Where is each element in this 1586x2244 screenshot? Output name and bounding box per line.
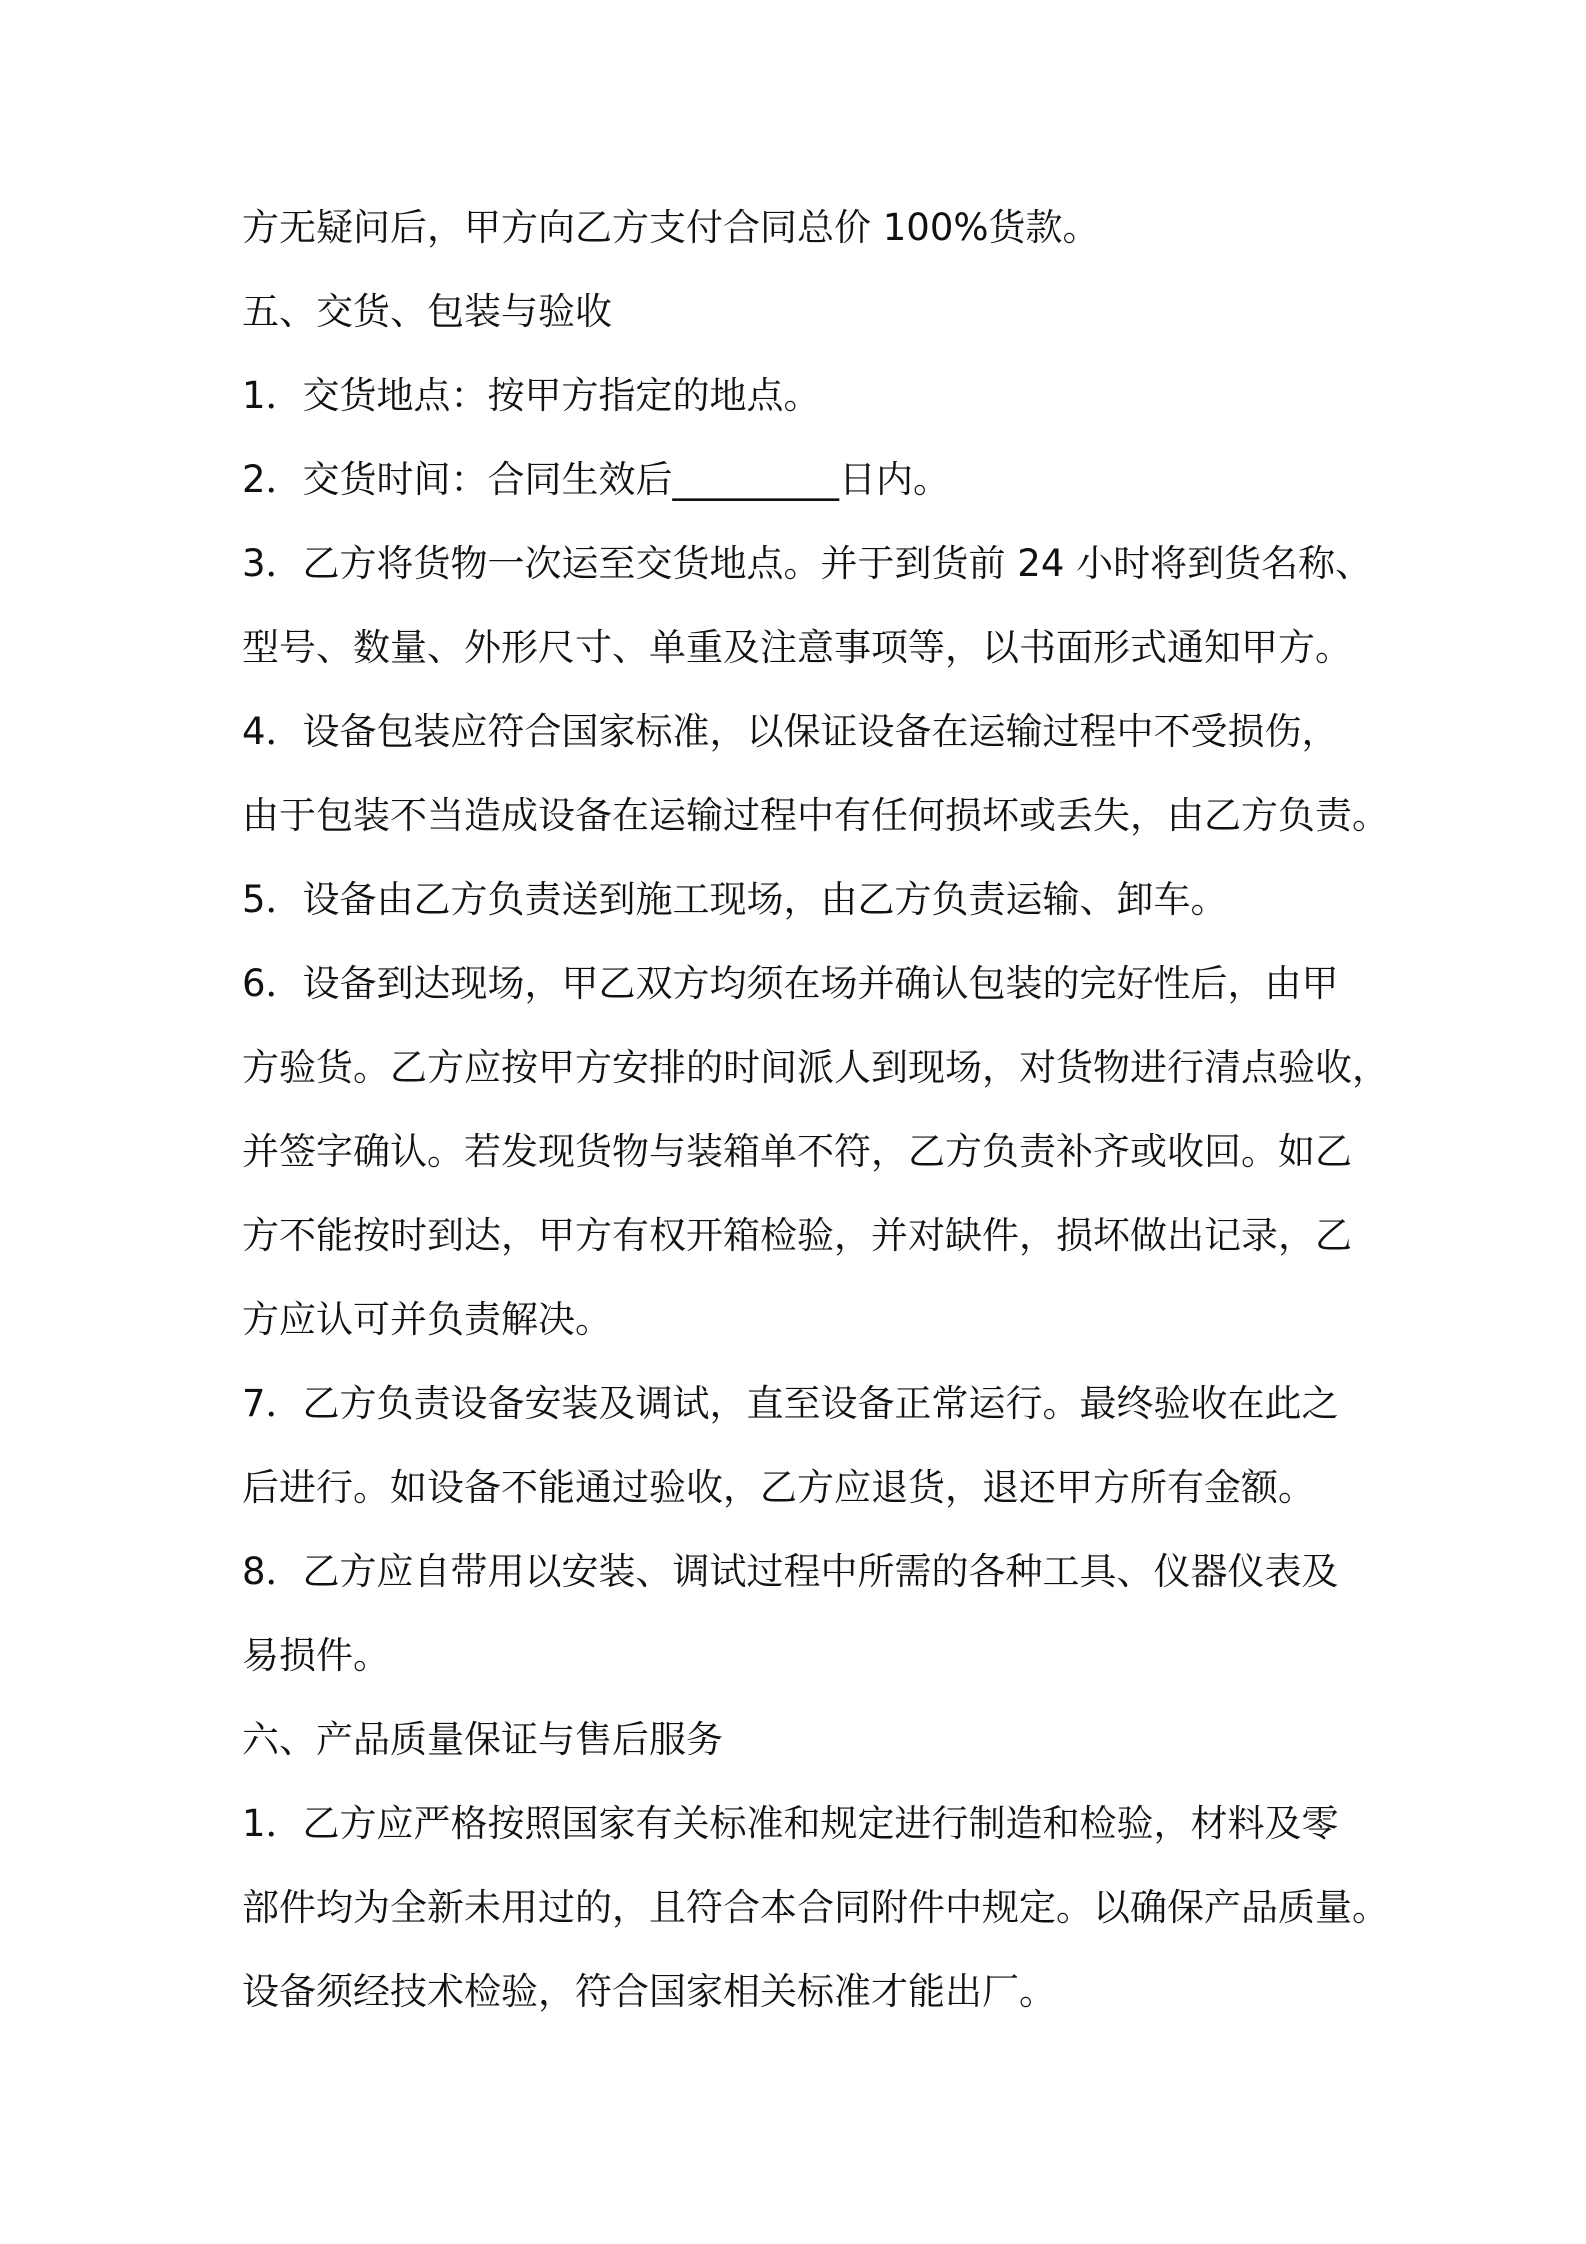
text-line-item-8-a: 8．乙方应自带用以安装、调试过程中所需的各种工具、仪器仪表及 — [242, 1550, 1339, 1593]
text-line-item-6-b: 方验货。乙方应按甲方安排的时间派人到现场，对货物进行清点验收， — [242, 1046, 1389, 1089]
text-line-quality-1-b: 部件均为全新未用过的，且符合本合同附件中规定。以确保产品质量。 — [242, 1886, 1389, 1929]
text-line-delivery-location: 1．交货地点：按甲方指定的地点。 — [242, 374, 821, 417]
text-line-payment-continuation: 方无疑问后，甲方向乙方支付合同总价 100%货款。 — [242, 206, 1100, 249]
text-line-item-8-b: 易损件。 — [242, 1634, 390, 1677]
text-line-item-6-d: 方不能按时到达，甲方有权开箱检验，并对缺件，损坏做出记录，乙 — [242, 1214, 1352, 1257]
text-line-item-3-a: 3．乙方将货物一次运至交货地点。并于到货前 24 小时将到货名称、 — [242, 542, 1373, 585]
text-line-item-6-c: 并签字确认。若发现货物与装箱单不符，乙方负责补齐或收回。如乙 — [242, 1130, 1352, 1173]
text-line-item-4-b: 由于包装不当造成设备在运输过程中有任何损坏或丢失，由乙方负责。 — [242, 794, 1389, 837]
section-heading-quality: 六、产品质量保证与售后服务 — [242, 1718, 723, 1761]
text-line-item-5: 5．设备由乙方负责送到施工现场，由乙方负责运输、卸车。 — [242, 878, 1228, 921]
text-line-quality-1-a: 1．乙方应严格按照国家有关标准和规定进行制造和检验，材料及零 — [242, 1802, 1339, 1845]
text-line-item-3-b: 型号、数量、外形尺寸、单重及注意事项等，以书面形式通知甲方。 — [242, 626, 1352, 669]
text-line-item-6-a: 6．设备到达现场，甲乙双方均须在场并确认包装的完好性后，由甲 — [242, 962, 1339, 1005]
section-heading-delivery: 五、交货、包装与验收 — [242, 290, 612, 333]
text-line-item-4-a: 4．设备包装应符合国家标准，以保证设备在运输过程中不受损伤， — [242, 710, 1339, 753]
text-line-delivery-time: 2．交货时间：合同生效后_________日内。 — [242, 458, 951, 501]
text-line-quality-1-c: 设备须经技术检验，符合国家相关标准才能出厂。 — [242, 1970, 1056, 2013]
text-line-item-7-b: 后进行。如设备不能通过验收，乙方应退货，退还甲方所有金额。 — [242, 1466, 1315, 1509]
text-line-item-7-a: 7．乙方负责设备安装及调试，直至设备正常运行。最终验收在此之 — [242, 1382, 1339, 1425]
text-line-item-6-e: 方应认可并负责解决。 — [242, 1298, 612, 1341]
